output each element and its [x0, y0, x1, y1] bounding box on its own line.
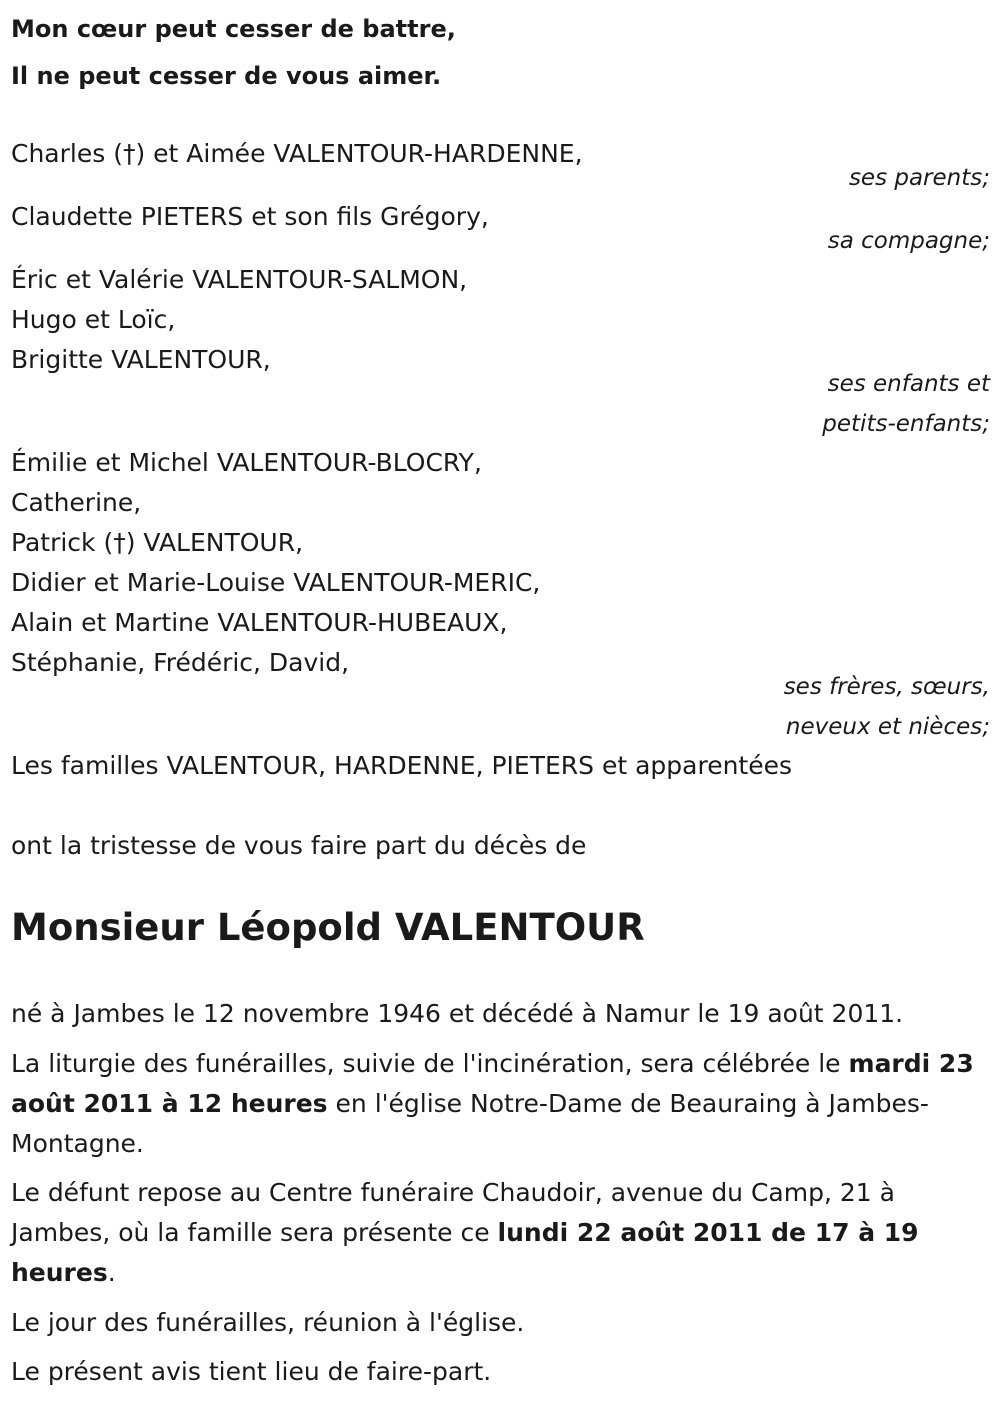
deceased-name: Monsieur Léopold VALENTOUR: [11, 906, 645, 949]
parents-line: Charles (†) et Aimée VALENTOUR-HARDENNE,: [11, 139, 583, 168]
meeting-line: Le jour des funérailles, réunion à l'église.: [11, 1308, 525, 1337]
liturgy-date: mardi 23 août 2011 à 12 heures: [11, 1049, 974, 1118]
siblings-role-1: ses frères, sœurs,: [783, 674, 990, 700]
cross-icon: †: [122, 139, 136, 168]
liturgy-paragraph: La liturgie des funérailles, suivie de l'incinération, sera célébrée le mardi 23 août 2011 à 12 heures en l'église Notre-Dame de Beauraing à Jambes-Montagne.: [11, 1049, 974, 1158]
companion-line: Claudette PIETERS et son fils Grégory,: [11, 202, 489, 231]
birth-death-line: né à Jambes le 12 novembre 1946 et décédé à Namur le 19 août 2011.: [11, 999, 904, 1028]
siblings-line-4: Didier et Marie-Louise VALENTOUR-MERIC,: [11, 568, 541, 597]
children-line-3: Brigitte VALENTOUR,: [11, 345, 271, 374]
epigraph-line-2: Il ne peut cesser de vous aimer.: [11, 62, 442, 90]
children-role-1: ses enfants et: [827, 371, 990, 397]
rest-paragraph: Le défunt repose au Centre funéraire Chaudoir, avenue du Camp, 21 à Jambes, où la famille sera présente ce lundi 22 août 2011 de 17 à 19 heures.: [11, 1178, 919, 1287]
notice-line: Le présent avis tient lieu de faire-part.: [11, 1357, 492, 1386]
children-line-1: Éric et Valérie VALENTOUR-SALMON,: [11, 265, 468, 294]
announcement-line: ont la tristesse de vous faire part du décès de: [11, 831, 587, 860]
siblings-line-1: Émilie et Michel VALENTOUR-BLOCRY,: [11, 448, 482, 477]
cross-icon: †: [113, 528, 126, 557]
visitation-date: lundi 22 août 2011 de 17 à 19 heures: [11, 1218, 919, 1287]
siblings-line-5: Alain et Martine VALENTOUR-HUBEAUX,: [11, 608, 508, 637]
parents-role: ses parents;: [848, 165, 990, 191]
children-role-2: petits-enfants;: [822, 411, 990, 437]
siblings-role-2: neveux et nièces;: [785, 714, 990, 740]
epigraph-line-1: Mon cœur peut cesser de battre,: [11, 15, 456, 43]
children-line-2: Hugo et Loïc,: [11, 305, 176, 334]
siblings-line-3: Patrick (†) VALENTOUR,: [11, 528, 304, 557]
companion-role: sa compagne;: [827, 228, 990, 254]
siblings-line-2: Catherine,: [11, 488, 142, 517]
siblings-line-6: Stéphanie, Frédéric, David,: [11, 648, 350, 677]
families-line: Les familles VALENTOUR, HARDENNE, PIETERS et apparentées: [11, 751, 793, 780]
